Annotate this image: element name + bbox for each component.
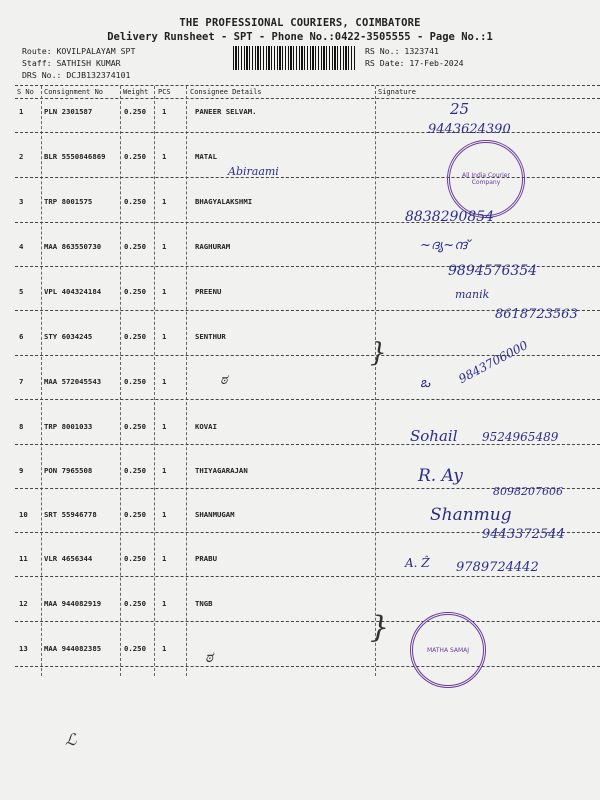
tick-mark-7: ಠ [220,372,228,388]
handwritten-phone-10: 9789724442 [456,560,539,575]
col-header-weight: Weight [123,88,149,96]
sno-cell: 2 [19,152,24,161]
sno-cell: 4 [19,242,24,251]
consignment-cell: MAA 944082919 [44,599,102,608]
row-rule [15,399,600,400]
row-rule [15,666,600,667]
sno-cell: 6 [19,332,24,341]
pcs-cell: 1 [162,510,167,519]
consignment-cell: BLR 5550846869 [44,152,106,161]
signature-5: manik [455,288,490,301]
society-stamp: MATHA SAMAJ [410,612,486,688]
weight-cell: 0.250 [124,466,146,475]
pcs-cell: 1 [162,644,167,653]
pcs-cell: 1 [162,287,167,296]
pcs-cell: 1 [162,107,167,116]
sno-cell: 8 [19,422,24,431]
consignee-cell: BHAGYALAKSHMI [195,197,253,206]
weight-cell: 0.250 [124,197,146,206]
signature-10: Shanmug [430,505,512,525]
weight-cell: 0.250 [124,554,146,563]
header-bottom-rule [15,98,600,99]
pen-mark: ℒ [65,730,77,749]
row-rule [15,222,600,223]
weight-cell: 0.250 [124,287,146,296]
weight-cell: 0.250 [124,422,146,431]
consignment-cell: SRT 55946778 [44,510,97,519]
col-header-signature: Signature [378,88,416,96]
table-top-rule [15,85,600,86]
consignment-cell: VLR 4656344 [44,554,93,563]
drs-label: DRS No.: DCJB132374101 [22,70,131,80]
weight-cell: 0.250 [124,644,146,653]
consignment-cell: PON 7965508 [44,466,93,475]
company-stamp: All India Courier Company [447,140,525,218]
handwritten-phone-5: 8618723563 [495,307,578,322]
route-label: Route: KOVILPALAYAM SPT [22,46,136,56]
col-header-consignee: Consignee Details [190,88,262,96]
row-rule [15,444,600,445]
tick-mark-13: ಠ [205,648,213,666]
handwritten-phone-8: 8098207606 [493,485,563,498]
col-divider [120,86,121,676]
row-rule [15,621,600,622]
consignee-cell: THIYAGARAJAN [195,466,248,475]
handwritten-phone-3: 8838290854 [405,209,495,225]
consignee-cell: MATAL [195,152,217,161]
staff-label: Staff: SATHISH KUMAR [22,58,121,68]
pcs-cell: 1 [162,242,167,251]
bracket-mark: } [370,338,387,368]
weight-cell: 0.250 [124,242,146,251]
pcs-cell: 1 [162,554,167,563]
weight-cell: 0.250 [124,377,146,386]
sno-cell: 3 [19,197,24,206]
sno-cell: 11 [19,554,28,563]
col-divider [154,86,155,676]
handwritten-phone-7: 9524965489 [482,430,559,444]
handwritten-phone-4: 9894576354 [448,263,538,279]
consignee-cell: SHANMUGAM [195,510,235,519]
sno-cell: 13 [19,644,28,653]
pcs-cell: 1 [162,332,167,341]
col-divider [186,86,187,676]
pcs-cell: 1 [162,377,167,386]
signature-1: 25 [450,100,470,118]
consignee-cell: PREENU [195,287,222,296]
handwritten-phone-6: 9843706000 [456,337,531,387]
weight-cell: 0.250 [124,107,146,116]
weight-cell: 0.250 [124,599,146,608]
signature-4: ~ദ്യ~ന്ദ് [420,238,468,253]
signature-11: A. Ẑ [405,556,430,570]
signature-9: R. Ay [418,466,463,486]
handwritten-phone-1: 9443624390 [428,122,511,137]
col-divider [41,86,42,676]
signature-7: ఒ [420,375,431,391]
handwritten-name-matal: Abiraami [228,165,279,178]
weight-cell: 0.250 [124,510,146,519]
signature-8: Sohail [410,427,458,445]
bracket-mark: } [370,610,390,645]
consignment-cell: PLN 2301587 [44,107,93,116]
pcs-cell: 1 [162,152,167,161]
consignee-cell: SENTHUR [195,332,226,341]
consignment-cell: TRP 8001575 [44,197,93,206]
rs-date-label: RS Date: 17-Feb-2024 [365,58,464,68]
consignment-cell: MAA 944082385 [44,644,102,653]
handwritten-phone-9: 9443372544 [482,527,565,542]
sno-cell: 1 [19,107,24,116]
row-rule [15,132,600,133]
consignee-cell: PRABU [195,554,217,563]
document-subtitle: Delivery Runsheet - SPT - Phone No.:0422-3505555 - Page No.:1 [107,31,493,43]
weight-cell: 0.250 [124,152,146,161]
pcs-cell: 1 [162,466,167,475]
barcode [233,46,355,70]
col-header-pcs: PCS [158,88,171,96]
consignment-cell: TRP 8001033 [44,422,93,431]
sno-cell: 9 [19,466,24,475]
sno-cell: 12 [19,599,28,608]
consignee-cell: RAGHURAM [195,242,231,251]
sno-cell: 10 [19,510,28,519]
pcs-cell: 1 [162,599,167,608]
pcs-cell: 1 [162,197,167,206]
pcs-cell: 1 [162,422,167,431]
consignee-cell: KOVAI [195,422,217,431]
col-header-consignment: Consignment No [44,88,104,96]
document-title: THE PROFESSIONAL COURIERS, COIMBATORE [179,17,421,29]
consignment-cell: MAA 572045543 [44,377,102,386]
sno-cell: 7 [19,377,24,386]
consignment-cell: STY 6034245 [44,332,93,341]
col-divider [375,86,376,676]
row-rule [15,576,600,577]
consignee-cell: TNGB [195,599,213,608]
consignment-cell: VPL 404324184 [44,287,102,296]
consignee-cell: PANEER SELVAM. [195,107,257,116]
col-header-sno: S No [17,88,34,96]
weight-cell: 0.250 [124,332,146,341]
sno-cell: 5 [19,287,24,296]
rs-no-label: RS No.: 1323741 [365,46,439,56]
consignment-cell: MAA 863550730 [44,242,102,251]
